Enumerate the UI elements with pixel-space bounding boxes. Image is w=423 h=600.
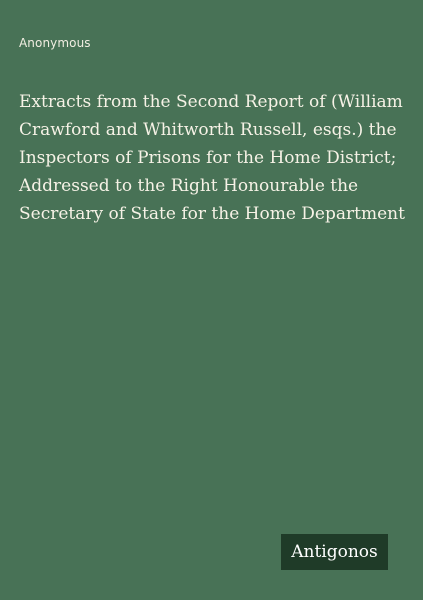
publisher-name: Antigonos	[291, 542, 378, 562]
publisher-badge	[281, 534, 388, 570]
book-title: Extracts from the Second Report of (William Crawford and Whitworth Russell, esqs.) the Inspectors of Prisons for the Home District; Addressed to the Right Honourable the Secretary of State for the Home Department	[19, 92, 405, 224]
author-name: Anonymous	[19, 36, 91, 50]
